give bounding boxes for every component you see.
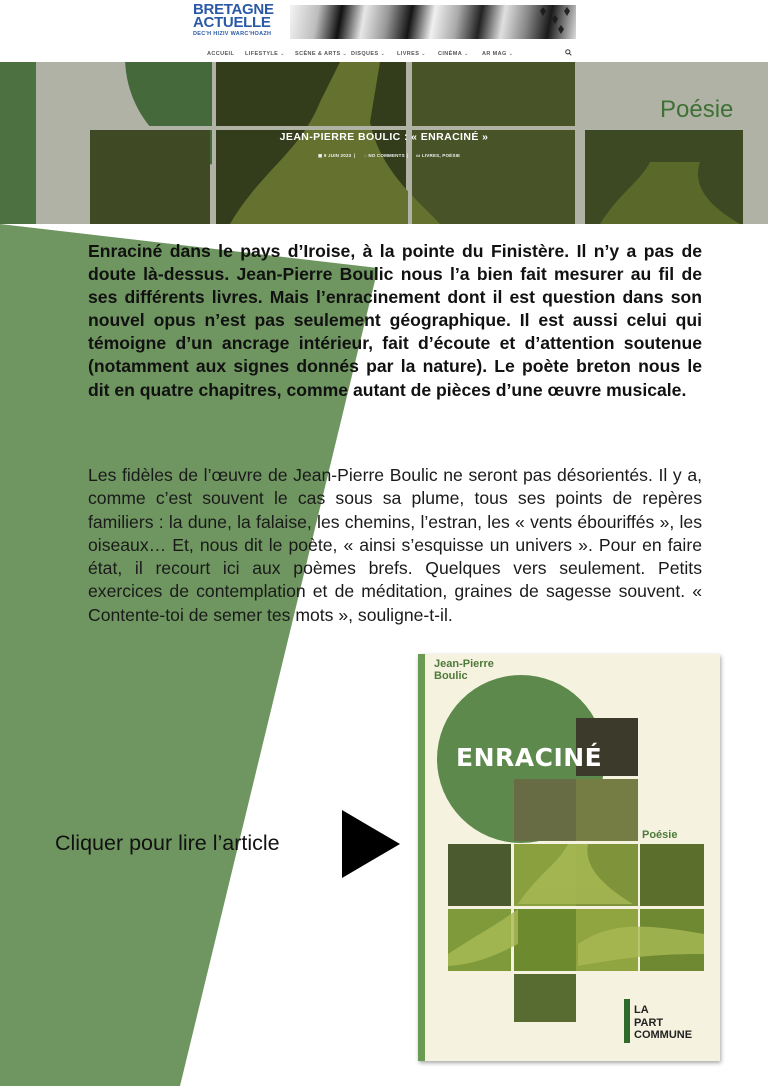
- chevron-down-icon: ⌄: [280, 51, 285, 57]
- categories-text: LIVRES, POÉSIE: [421, 153, 461, 158]
- chevron-down-icon: ⌄: [342, 51, 348, 57]
- article-comments-link[interactable]: [364, 153, 405, 158]
- publisher-line-1: LA: [634, 1004, 649, 1016]
- read-article-link[interactable]: Cliquer pour lire l’article: [55, 831, 280, 855]
- folder-icon: ▭: [416, 153, 422, 158]
- calendar-icon: ▣: [318, 153, 324, 158]
- chevron-down-icon: ⌄: [508, 51, 514, 57]
- comment-icon: ◌: [364, 153, 369, 158]
- logo-tagline: DEC'H HIZIV WARC'HOAZH: [193, 31, 272, 37]
- cover-forest-art: [418, 654, 720, 1061]
- article-categories[interactable]: [416, 153, 460, 159]
- date-text: 9 JUIN 2023: [323, 153, 352, 158]
- nav-item-cinema[interactable]: [438, 51, 469, 57]
- author-first-name: Jean-Pierre: [434, 658, 494, 670]
- site-logo[interactable]: [193, 3, 283, 41]
- article-date: [318, 153, 351, 159]
- play-arrow-icon[interactable]: [340, 810, 402, 878]
- nav-item-lifestyle[interactable]: [245, 51, 285, 57]
- book-publisher: [634, 1004, 692, 1042]
- article-title: JEAN-PIERRE BOULIC : « ENRACINÉ »: [279, 131, 489, 143]
- book-spine-bar: [418, 654, 425, 1061]
- author-last-name: Boulic: [434, 670, 468, 682]
- chevron-down-icon: ⌄: [464, 51, 469, 57]
- chevron-down-icon: ⌄: [421, 51, 426, 57]
- nav-label: CINÉMA: [438, 51, 463, 57]
- nav-label: DISQUES: [351, 51, 379, 57]
- publisher-line-2: PART: [634, 1016, 664, 1029]
- nav-item-ar-mag[interactable]: [482, 51, 513, 57]
- comments-text: NO COMMENTS: [368, 153, 405, 158]
- hero-poesie-word: Poésie: [660, 96, 734, 123]
- hero-overlay: [0, 62, 768, 224]
- site-header: [0, 0, 768, 62]
- logo-line-1: BRETAGNE: [193, 1, 274, 18]
- book-author: [434, 658, 494, 682]
- logo-line-2: ACTUELLE: [193, 14, 271, 31]
- nav-item-disques[interactable]: [351, 51, 385, 57]
- main-nav: [0, 48, 768, 62]
- nav-item-scene-arts[interactable]: [295, 51, 347, 57]
- book-genre: Poésie: [642, 829, 678, 841]
- nav-label: SCÈNE & ARTS: [295, 51, 341, 57]
- chevron-down-icon: ⌄: [380, 51, 386, 57]
- publisher-line-3: COMMUNE: [634, 1029, 693, 1041]
- article-hero-banner: [0, 62, 768, 224]
- meta-separator: |: [407, 153, 409, 158]
- book-cover-image[interactable]: [418, 654, 720, 1061]
- nav-label: AR MAG: [482, 51, 507, 57]
- search-icon[interactable]: [563, 49, 573, 59]
- breton-flag-banner-image: [290, 5, 576, 39]
- nav-label: LIFESTYLE: [245, 51, 279, 57]
- meta-separator: |: [354, 153, 356, 158]
- article-body-paragraph: Les fidèles de l’œuvre de Jean-Pierre Boulic ne seront pas désorientés. Il y a, comme c’est souvent le cas sous sa plume, tous ses points de repères familiers : la dune, la falaise, les chemins, l’estran, les « vents ébouriffés », les oiseaux… Et, nous dit le poète, « ainsi s’esquisse un univers ». Pour en faire état, il recourt ici aux poèmes brefs. Quelques vers seulement. Petits exercices de contemplation et de méditation, graines de sagesse souvent. « Contente-toi de semer tes mots », souligne-t-il.: [88, 465, 702, 625]
- nav-item-livres[interactable]: [397, 51, 426, 57]
- nav-label: ACCUEIL: [207, 51, 235, 57]
- nav-item-accueil[interactable]: [207, 51, 234, 57]
- article-lead-paragraph: Enraciné dans le pays d’Iroise, à la pointe du Finistère. Il n’y a pas de doute là-dessus. Jean-Pierre Boulic nous l’a bien fait mesurer au fil de ses différents livres. Mais l’enracinement dont il est question dans son nouvel opus n’est pas seulement géographique. Il est aussi celui qui témoigne d’un ancrage intérieur, fait d’écoute et d’attention soutenue (notamment aux signes donnés par la nature). Le poète breton nous le dit en quatre chapitres, comme autant de pièces d’une œuvre musicale.: [88, 241, 702, 400]
- book-title: ENRACINÉ: [456, 743, 603, 772]
- nav-label: LIVRES: [397, 51, 420, 57]
